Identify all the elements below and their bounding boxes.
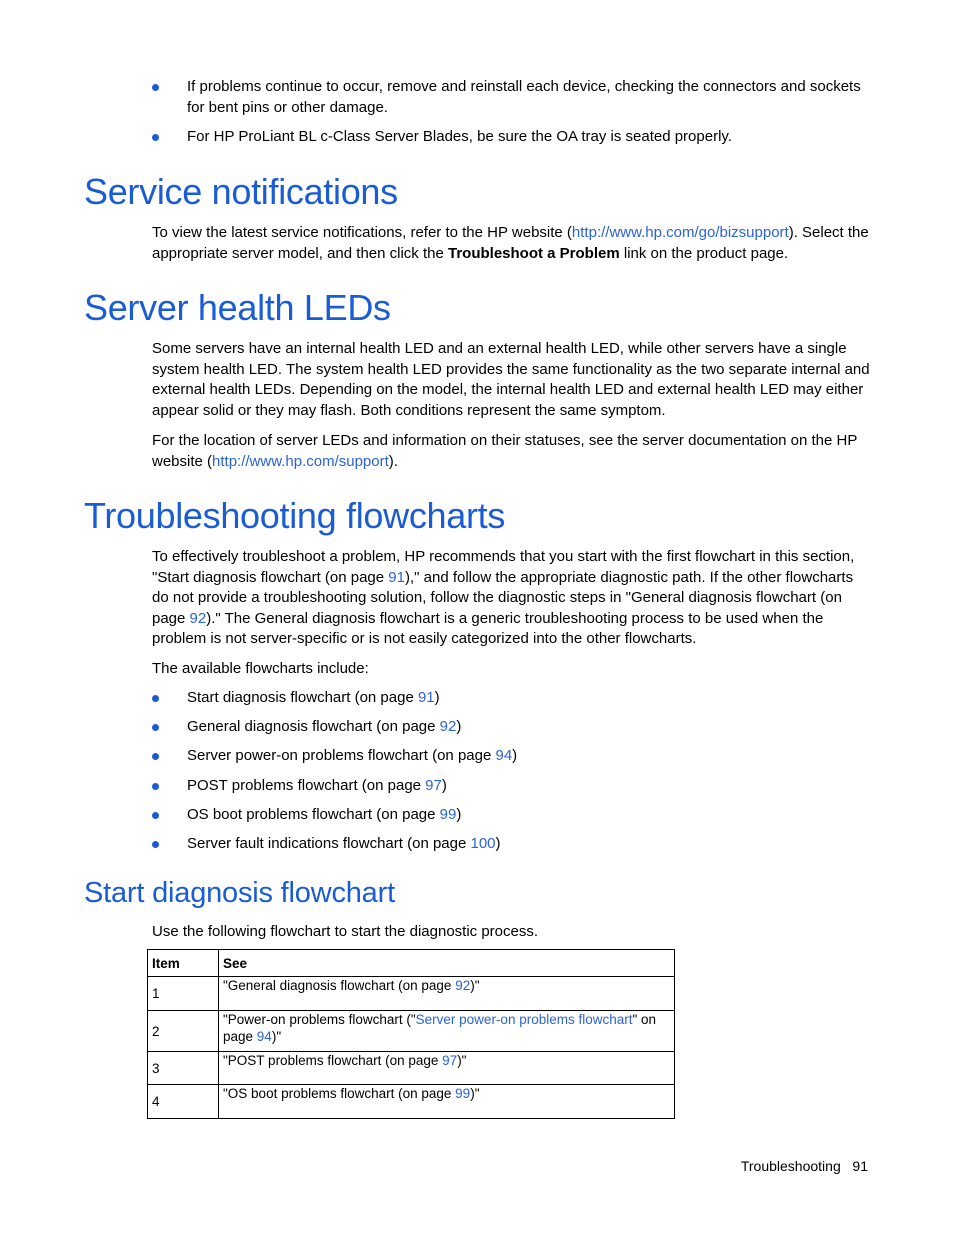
bullet-icon: [152, 84, 159, 91]
flowchart-table: [147, 949, 675, 1119]
page-link[interactable]: 94: [495, 747, 513, 764]
list-close: ): [495, 835, 501, 852]
page-link[interactable]: 97: [425, 777, 442, 794]
bullet-icon: [152, 724, 159, 731]
start-diagnosis-heading: Start diagnosis flowchart: [84, 877, 395, 909]
page-link[interactable]: 92: [439, 718, 457, 735]
see-cell: [219, 1011, 675, 1052]
page-link[interactable]: 100: [470, 835, 496, 852]
server-power-on-link[interactable]: Server power-on problems flowchart: [415, 1012, 633, 1027]
table-row: [148, 1085, 675, 1119]
footer-section: Troubleshooting: [740, 1158, 841, 1174]
bullet-icon: [152, 753, 159, 760]
table-row: [148, 1052, 675, 1085]
table-row: [148, 977, 675, 1011]
bullet-text: For HP ProLiant BL c-Class Server Blades, be sure the OA tray is seated properly.: [187, 128, 732, 145]
bizsupport-link[interactable]: http://www.hp.com/go/bizsupport: [571, 224, 789, 241]
item-cell: 4: [148, 1085, 219, 1119]
list-close: ): [512, 747, 518, 764]
list-text: Server power-on problems flowchart (on page: [187, 747, 496, 764]
cell-text: )": [457, 1053, 467, 1068]
table-header-row: [148, 950, 675, 977]
page-link[interactable]: 92: [455, 978, 471, 993]
column-header-see: See: [219, 950, 675, 977]
para-text: To view the latest service notifications, refer to the HP website (: [152, 224, 572, 241]
troubleshoot-problem-bold: Troubleshoot a Problem: [448, 244, 620, 262]
available-flowcharts-label: The available flowcharts include:: [152, 660, 369, 677]
para-text: link on the product page.: [619, 244, 789, 262]
list-text: Start diagnosis flowchart (on page: [187, 689, 418, 706]
page-link[interactable]: 91: [388, 568, 405, 586]
cell-text: )": [470, 1086, 480, 1101]
table-row: [148, 1011, 675, 1052]
list-close: ): [441, 777, 447, 794]
see-cell: [219, 1085, 675, 1119]
para-text: To effectively troubleshoot a problem, HP recommends that you start with the first flowchart in this section, "Start diagnosis flowchart (on page: [152, 548, 855, 586]
page-link[interactable]: 97: [442, 1053, 458, 1068]
server-health-leds-paragraph-1: Some servers have an internal health LED and an external health LED, while other servers have a single system health LED. The system health LED provides the same functionality as the two separate internal and external health LEDs. Depending on the model, the internal health LED and external health LED may either appear solid or they may flash. Both conditions represent the same symptom.: [152, 340, 870, 419]
page-footer: [741, 1158, 868, 1174]
cell-text: "General diagnosis flowchart (on page: [223, 978, 456, 993]
footer-page-number: 91: [852, 1158, 868, 1174]
list-close: ): [456, 718, 462, 735]
para-text: )." The General diagnosis flowchart is a generic troubleshooting process to be used when the problem is not server-specific or is not easily categorized into the other flowcharts.: [152, 609, 824, 647]
item-cell: 3: [148, 1052, 219, 1085]
list-text: Server fault indications flowchart (on page: [187, 835, 471, 852]
see-cell: [219, 1052, 675, 1085]
see-cell: [219, 977, 675, 1011]
bullet-icon: [152, 783, 159, 790]
cell-text: )": [271, 1029, 282, 1044]
bullet-icon: [152, 695, 159, 702]
item-cell: 1: [148, 977, 219, 1011]
cell-text: "OS boot problems flowchart (on page: [223, 1086, 456, 1101]
list-text: POST problems flowchart (on page: [187, 777, 426, 794]
server-health-leds-paragraph-2: [152, 431, 870, 472]
cell-text: "Power-on problems flowchart (": [223, 1012, 416, 1027]
troubleshooting-intro-paragraph: [152, 547, 872, 650]
bullet-icon: [152, 812, 159, 819]
item-cell: 2: [148, 1011, 219, 1052]
page-link[interactable]: 99: [455, 1086, 471, 1101]
para-text: ).: [388, 452, 398, 470]
hp-support-link[interactable]: http://www.hp.com/support: [212, 452, 389, 470]
para-text: For the location of server LEDs and information on their statuses, see the server documentation on the HP website (: [152, 432, 858, 470]
bullet-icon: [152, 841, 159, 848]
cell-text: " on page: [223, 1012, 657, 1044]
page-link[interactable]: 91: [417, 689, 435, 706]
para-text: ). Select the appropriate server model, and then click the: [152, 224, 869, 262]
list-close: ): [434, 689, 440, 706]
cell-text: )": [470, 978, 480, 993]
para-text: )," and follow the appropriate diagnostic path. If the other flowcharts do not provide a troubleshooting solution, follow the diagnostic steps in "General diagnosis flowchart (on page: [152, 568, 854, 627]
list-text: OS boot problems flowchart (on page: [187, 806, 440, 823]
cell-text: "POST problems flowchart (on page: [223, 1053, 443, 1068]
service-notifications-paragraph: [152, 223, 874, 264]
bullet-text: If problems continue to occur, remove and reinstall each device, checking the connectors and sockets for bent pins or other damage.: [187, 78, 861, 116]
list-close: ): [456, 806, 462, 823]
list-text: General diagnosis flowchart (on page: [187, 718, 440, 735]
service-notifications-heading: Service notifications: [84, 171, 398, 212]
bullet-icon: [152, 134, 159, 141]
server-health-leds-heading: Server health LEDs: [84, 287, 391, 328]
page-link[interactable]: 94: [256, 1029, 272, 1044]
page-link[interactable]: 92: [189, 609, 207, 627]
column-header-item: Item: [148, 950, 219, 977]
page-link[interactable]: 99: [439, 806, 457, 823]
start-diagnosis-intro: Use the following flowchart to start the diagnostic process.: [152, 923, 539, 940]
troubleshooting-flowcharts-heading: Troubleshooting flowcharts: [84, 495, 506, 536]
